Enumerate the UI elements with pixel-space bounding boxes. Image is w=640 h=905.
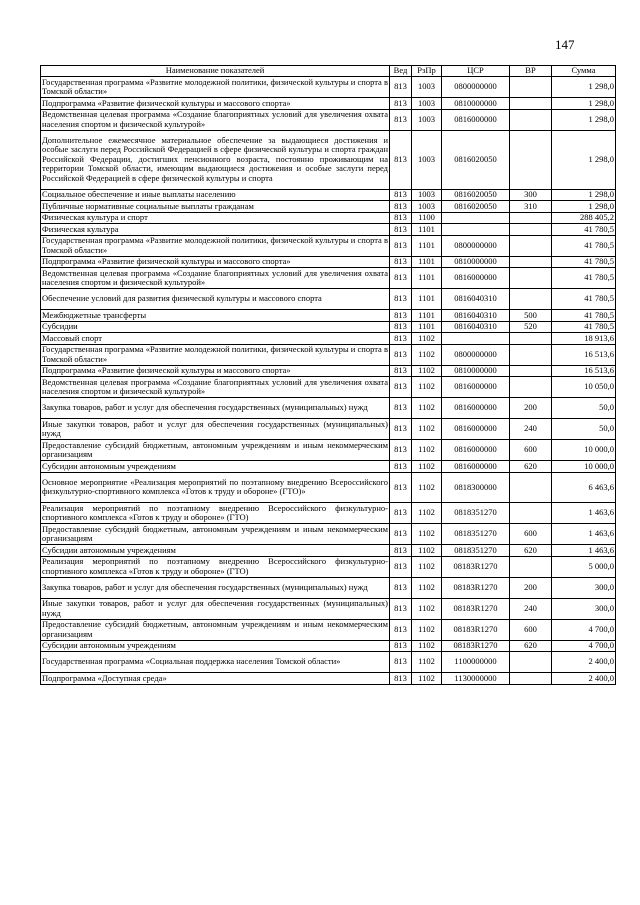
- table-row: [41, 201, 616, 213]
- row-csr-cell: 0816020050: [442, 201, 510, 213]
- row-vr-cell: 200: [510, 398, 552, 419]
- table-row: [41, 321, 616, 333]
- row-ved-cell: 813: [390, 524, 412, 545]
- table-row: [41, 598, 616, 619]
- row-csr-cell: 08183R1270: [442, 577, 510, 598]
- row-csr-cell: 0816000000: [442, 377, 510, 398]
- row-sum-cell: 41 780,5: [552, 310, 616, 322]
- row-name-cell: Подпрограмма «Развитие физической культуры и массового спорта»: [41, 256, 390, 268]
- row-sum-cell: 41 780,5: [552, 289, 616, 310]
- row-name-cell: Государственная программа «Социальная поддержка населения Томской области»: [41, 652, 390, 673]
- row-ved-cell: 813: [390, 673, 412, 685]
- row-csr-cell: 0816000000: [442, 398, 510, 419]
- table-body: [41, 77, 616, 685]
- table-row: [41, 461, 616, 473]
- table-row: [41, 673, 616, 685]
- row-sum-cell: 5 000,0: [552, 556, 616, 577]
- row-ved-cell: 813: [390, 201, 412, 213]
- table-row: [41, 365, 616, 377]
- row-rzpr-cell: 1102: [412, 440, 442, 461]
- row-csr-cell: [442, 212, 510, 224]
- row-csr-cell: 0816000000: [442, 440, 510, 461]
- row-vr-cell: [510, 472, 552, 503]
- row-name-cell: Физическая культура: [41, 224, 390, 236]
- row-vr-cell: 240: [510, 598, 552, 619]
- row-name-cell: Публичные нормативные социальные выплаты гражданам: [41, 201, 390, 213]
- row-sum-cell: 50,0: [552, 398, 616, 419]
- row-sum-cell: 16 513,6: [552, 344, 616, 365]
- row-ved-cell: 813: [390, 212, 412, 224]
- row-name-cell: Реализация мероприятий по поэтапному внедрению Всероссийского физкультурно-спортивного комплекса «Готов к труду и обороне» (ГТО): [42, 502, 388, 522]
- row-name-cell: Предоставление субсидий бюджетным, автономным учреждениям и иным некоммерческим организациям: [42, 619, 388, 639]
- row-csr-cell: [442, 333, 510, 345]
- row-csr-cell: 1100000000: [442, 652, 510, 673]
- row-ved-cell: 813: [390, 440, 412, 461]
- row-ved-cell: 813: [390, 289, 412, 310]
- row-rzpr-cell: 1101: [412, 256, 442, 268]
- table-row: [41, 619, 616, 640]
- row-sum-cell: 1 298,0: [552, 130, 616, 189]
- row-rzpr-cell: 1101: [412, 235, 442, 256]
- column-header-ved: Вед: [390, 66, 412, 77]
- row-sum-cell: 41 780,5: [552, 235, 616, 256]
- row-sum-cell: 1 298,0: [552, 98, 616, 110]
- row-sum-cell: 10 050,0: [552, 377, 616, 398]
- row-csr-cell: 0816020050: [442, 130, 510, 189]
- row-vr-cell: [510, 652, 552, 673]
- row-rzpr-cell: 1101: [412, 310, 442, 322]
- row-vr-cell: 300: [510, 189, 552, 201]
- row-csr-cell: 0810000000: [442, 98, 510, 110]
- row-csr-cell: 0810000000: [442, 365, 510, 377]
- row-rzpr-cell: 1102: [412, 652, 442, 673]
- table-row: [41, 398, 616, 419]
- row-sum-cell: 1 298,0: [552, 77, 616, 98]
- row-csr-cell: 08183R1270: [442, 598, 510, 619]
- table-row: [41, 189, 616, 201]
- table-row: [41, 652, 616, 673]
- row-rzpr-cell: 1102: [412, 556, 442, 577]
- row-rzpr-cell: 1102: [412, 398, 442, 419]
- row-rzpr-cell: 1101: [412, 268, 442, 289]
- row-ved-cell: 813: [390, 365, 412, 377]
- row-sum-cell: 41 780,5: [552, 256, 616, 268]
- row-name-cell: Обеспечение условий для развития физической культуры и массового спорта: [41, 289, 390, 310]
- row-csr-cell: 0816040310: [442, 321, 510, 333]
- row-ved-cell: 813: [390, 472, 412, 503]
- table-row: [41, 333, 616, 345]
- row-vr-cell: [510, 673, 552, 685]
- row-rzpr-cell: 1101: [412, 289, 442, 310]
- row-csr-cell: 08183R1270: [442, 619, 510, 640]
- row-vr-cell: [510, 224, 552, 236]
- row-name-cell: Социальное обеспечение и иные выплаты населению: [41, 189, 390, 201]
- row-csr-cell: 0818300000: [442, 472, 510, 503]
- row-sum-cell: 6 463,6: [552, 472, 616, 503]
- table-header-row: [41, 66, 616, 77]
- row-sum-cell: 300,0: [552, 577, 616, 598]
- table-row: [41, 130, 616, 189]
- column-header-vr: ВР: [510, 66, 552, 77]
- row-sum-cell: 41 780,5: [552, 224, 616, 236]
- row-rzpr-cell: 1102: [412, 524, 442, 545]
- table-row: [41, 640, 616, 652]
- row-rzpr-cell: 1102: [412, 598, 442, 619]
- row-rzpr-cell: 1102: [412, 619, 442, 640]
- row-name-cell: Основное мероприятие «Реализация мероприятий по поэтапному внедрению Всероссийского физкультурно-спортивного комплекса «Готов к труду и обороне» (ГТО)»: [41, 472, 390, 503]
- row-csr-cell: 0816000000: [442, 109, 510, 130]
- table-row: [41, 503, 616, 524]
- row-ved-cell: 813: [390, 333, 412, 345]
- row-rzpr-cell: 1003: [412, 77, 442, 98]
- row-csr-cell: 0800000000: [442, 344, 510, 365]
- row-name-cell: Ведомственная целевая программа «Создание благоприятных условий для увеличения охвата населения спортом и физической культурой»: [42, 109, 388, 129]
- row-vr-cell: [510, 256, 552, 268]
- row-name-cell: Физическая культура и спорт: [41, 212, 390, 224]
- table-row: [41, 377, 616, 398]
- table-row: [41, 235, 616, 256]
- row-rzpr-cell: 1102: [412, 545, 442, 557]
- row-rzpr-cell: 1101: [412, 224, 442, 236]
- row-vr-cell: 500: [510, 310, 552, 322]
- row-sum-cell: 4 700,0: [552, 619, 616, 640]
- row-rzpr-cell: 1102: [412, 503, 442, 524]
- row-ved-cell: 813: [390, 419, 412, 440]
- row-rzpr-cell: 1102: [412, 419, 442, 440]
- row-sum-cell: 1 463,6: [552, 524, 616, 545]
- row-ved-cell: 813: [390, 556, 412, 577]
- row-rzpr-cell: 1003: [412, 189, 442, 201]
- row-vr-cell: [510, 77, 552, 98]
- table-row: [41, 98, 616, 110]
- row-csr-cell: 0816040310: [442, 310, 510, 322]
- table-row: [41, 419, 616, 440]
- row-vr-cell: 310: [510, 201, 552, 213]
- row-vr-cell: [510, 377, 552, 398]
- row-rzpr-cell: 1102: [412, 333, 442, 345]
- row-name-cell: Массовый спорт: [41, 333, 390, 345]
- row-sum-cell: 1 463,6: [552, 545, 616, 557]
- table-row: [41, 472, 616, 503]
- row-ved-cell: 813: [390, 398, 412, 419]
- row-ved-cell: 813: [390, 598, 412, 619]
- table-row: [41, 545, 616, 557]
- row-sum-cell: 41 780,5: [552, 321, 616, 333]
- row-name-cell: Закупка товаров, работ и услуг для обеспечения государственных (муниципальных) нужд: [41, 577, 390, 598]
- table-row: [41, 289, 616, 310]
- row-csr-cell: 0818351270: [442, 524, 510, 545]
- row-sum-cell: 1 463,6: [552, 503, 616, 524]
- row-name-cell: Предоставление субсидий бюджетным, автономным учреждениям и иным некоммерческим организациям: [42, 523, 388, 543]
- row-vr-cell: 620: [510, 461, 552, 473]
- row-vr-cell: [510, 365, 552, 377]
- row-csr-cell: 0818351270: [442, 545, 510, 557]
- row-rzpr-cell: 1102: [412, 577, 442, 598]
- row-ved-cell: 813: [390, 189, 412, 201]
- row-rzpr-cell: 1102: [412, 640, 442, 652]
- column-header-sum: Сумма: [552, 66, 616, 77]
- column-header-rzpr: РзПр: [412, 66, 442, 77]
- row-vr-cell: 600: [510, 440, 552, 461]
- row-sum-cell: 1 298,0: [552, 109, 616, 130]
- row-ved-cell: 813: [390, 77, 412, 98]
- row-name-cell: Закупка товаров, работ и услуг для обеспечения государственных (муниципальных) нужд: [41, 398, 390, 419]
- row-vr-cell: [510, 556, 552, 577]
- row-vr-cell: [510, 130, 552, 189]
- row-ved-cell: 813: [390, 310, 412, 322]
- budget-table: [40, 65, 616, 685]
- row-rzpr-cell: 1100: [412, 212, 442, 224]
- row-vr-cell: [510, 268, 552, 289]
- row-sum-cell: 288 405,2: [552, 212, 616, 224]
- row-rzpr-cell: 1102: [412, 673, 442, 685]
- row-vr-cell: 600: [510, 619, 552, 640]
- row-name-cell: Субсидии автономным учреждениям: [41, 545, 390, 557]
- row-csr-cell: 0816000000: [442, 461, 510, 473]
- row-sum-cell: 4 700,0: [552, 640, 616, 652]
- table-row: [41, 556, 616, 577]
- row-vr-cell: [510, 235, 552, 256]
- table-row: [41, 109, 616, 130]
- row-ved-cell: 813: [390, 98, 412, 110]
- table-row: [41, 256, 616, 268]
- row-vr-cell: [510, 333, 552, 345]
- row-rzpr-cell: 1101: [412, 321, 442, 333]
- table-row: [41, 577, 616, 598]
- row-ved-cell: 813: [390, 640, 412, 652]
- row-sum-cell: 41 780,5: [552, 268, 616, 289]
- row-sum-cell: 10 000,0: [552, 461, 616, 473]
- row-ved-cell: 813: [390, 224, 412, 236]
- row-name-cell: Государственная программа «Развитие молодежной политики, физической культуры и спорта в Томской области»: [42, 235, 388, 255]
- row-ved-cell: 813: [390, 545, 412, 557]
- table-row: [41, 268, 616, 289]
- row-name-cell: Подпрограмма «Развитие физической культуры и массового спорта»: [41, 98, 390, 110]
- row-sum-cell: 2 400,0: [552, 673, 616, 685]
- row-name-cell: Иные закупки товаров, работ и услуг для обеспечения государственных (муниципальных) нужд: [42, 418, 388, 438]
- row-ved-cell: 813: [390, 652, 412, 673]
- row-name-cell: Ведомственная целевая программа «Создание благоприятных условий для увеличения охвата населения спортом и физической культурой»: [42, 267, 388, 287]
- row-vr-cell: [510, 109, 552, 130]
- row-csr-cell: 0816040310: [442, 289, 510, 310]
- row-vr-cell: 200: [510, 577, 552, 598]
- row-ved-cell: 813: [390, 321, 412, 333]
- row-rzpr-cell: 1003: [412, 130, 442, 189]
- row-ved-cell: 813: [390, 377, 412, 398]
- row-vr-cell: 520: [510, 321, 552, 333]
- page-number: 147: [555, 37, 575, 52]
- row-ved-cell: 813: [390, 344, 412, 365]
- row-vr-cell: 620: [510, 640, 552, 652]
- row-name-cell: Иные закупки товаров, работ и услуг для обеспечения государственных (муниципальных) нужд: [42, 598, 388, 618]
- row-ved-cell: 813: [390, 235, 412, 256]
- row-name-cell: Государственная программа «Развитие молодежной политики, физической культуры и спорта в Томской области»: [42, 76, 388, 96]
- row-csr-cell: 0810000000: [442, 256, 510, 268]
- row-ved-cell: 813: [390, 109, 412, 130]
- row-rzpr-cell: 1102: [412, 344, 442, 365]
- row-csr-cell: 0816000000: [442, 268, 510, 289]
- row-sum-cell: 50,0: [552, 419, 616, 440]
- column-header-csr: ЦСР: [442, 66, 510, 77]
- table-row: [41, 310, 616, 322]
- row-name-cell: Предоставление субсидий бюджетным, автономным учреждениям и иным некоммерческим организациям: [42, 439, 388, 459]
- row-vr-cell: [510, 212, 552, 224]
- row-vr-cell: [510, 98, 552, 110]
- row-vr-cell: [510, 289, 552, 310]
- table-row: [41, 440, 616, 461]
- row-csr-cell: [442, 224, 510, 236]
- row-ved-cell: 813: [390, 577, 412, 598]
- table-row: [41, 524, 616, 545]
- row-rzpr-cell: 1102: [412, 461, 442, 473]
- row-ved-cell: 813: [390, 461, 412, 473]
- row-ved-cell: 813: [390, 268, 412, 289]
- row-ved-cell: 813: [390, 130, 412, 189]
- row-name-cell: Межбюджетные трансферты: [41, 310, 390, 322]
- row-rzpr-cell: 1003: [412, 98, 442, 110]
- row-sum-cell: 1 298,0: [552, 189, 616, 201]
- row-csr-cell: 0800000000: [442, 77, 510, 98]
- row-vr-cell: 620: [510, 545, 552, 557]
- row-csr-cell: 0816020050: [442, 189, 510, 201]
- table-row: [41, 77, 616, 98]
- row-name-cell: Субсидии: [41, 321, 390, 333]
- row-csr-cell: 0816000000: [442, 419, 510, 440]
- row-ved-cell: 813: [390, 503, 412, 524]
- table-row: [41, 344, 616, 365]
- row-ved-cell: 813: [390, 256, 412, 268]
- row-name-cell: Государственная программа «Развитие молодежной политики, физической культуры и спорта в Томской области»: [42, 344, 388, 364]
- row-sum-cell: 300,0: [552, 598, 616, 619]
- row-vr-cell: [510, 503, 552, 524]
- table-row: [41, 212, 616, 224]
- row-rzpr-cell: 1003: [412, 201, 442, 213]
- row-csr-cell: 0818351270: [442, 503, 510, 524]
- row-name-cell: Субсидии автономным учреждениям: [41, 461, 390, 473]
- row-vr-cell: 600: [510, 524, 552, 545]
- table-row: [41, 224, 616, 236]
- row-sum-cell: 10 000,0: [552, 440, 616, 461]
- row-ved-cell: 813: [390, 619, 412, 640]
- row-rzpr-cell: 1102: [412, 365, 442, 377]
- row-csr-cell: 0800000000: [442, 235, 510, 256]
- row-name-cell: Субсидии автономным учреждениям: [41, 640, 390, 652]
- row-csr-cell: 08183R1270: [442, 640, 510, 652]
- row-rzpr-cell: 1102: [412, 377, 442, 398]
- row-rzpr-cell: 1102: [412, 472, 442, 503]
- row-name-cell: Реализация мероприятий по поэтапному внедрению Всероссийского физкультурно-спортивного комплекса «Готов к труду и обороне» (ГТО): [42, 556, 388, 576]
- row-sum-cell: 2 400,0: [552, 652, 616, 673]
- row-name-cell: Подпрограмма «Доступная среда»: [41, 673, 390, 685]
- row-vr-cell: [510, 344, 552, 365]
- row-csr-cell: 1130000000: [442, 673, 510, 685]
- row-sum-cell: 16 513,6: [552, 365, 616, 377]
- row-vr-cell: 240: [510, 419, 552, 440]
- column-header-name: Наименование показателей: [41, 66, 390, 77]
- row-rzpr-cell: 1003: [412, 109, 442, 130]
- row-name-cell: Ведомственная целевая программа «Создание благоприятных условий для увеличения охвата населения спортом и физической культурой»: [42, 376, 388, 396]
- row-csr-cell: 08183R1270: [442, 556, 510, 577]
- row-sum-cell: 1 298,0: [552, 201, 616, 213]
- row-name-cell: Подпрограмма «Развитие физической культуры и массового спорта»: [41, 365, 390, 377]
- row-name-cell: Дополнительное ежемесячное материальное обеспечение за выдающиеся достижения и особые заслуги перед Российской Федерацией в сфере физической культуры и спорта граждан Российской Федерации, достигших пенсионного возраста, постоянно проживающим на территории Томской области, имеющим выдающиеся достижения и особые заслуги перед Российской Федерацией в сфере физической культуры и спорта: [41, 130, 390, 189]
- row-sum-cell: 18 913,6: [552, 333, 616, 345]
